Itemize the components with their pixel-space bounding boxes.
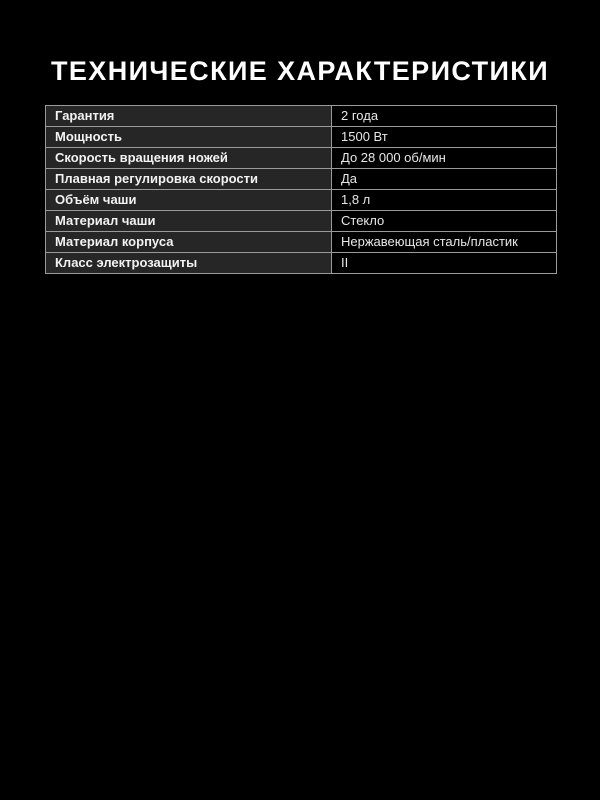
spec-value: Стекло [332,211,557,232]
table-row [46,148,557,169]
spec-label: Мощность [46,127,332,148]
spec-label: Материал корпуса [46,232,332,253]
page-title: ТЕХНИЧЕСКИЕ ХАРАКТЕРИСТИКИ [50,56,549,86]
spec-value: II [332,253,557,274]
table-row [46,253,557,274]
spec-label: Плавная регулировка скорости [46,169,332,190]
spec-value: 2 года [332,106,557,127]
table-row [46,190,557,211]
table-row [46,211,557,232]
table-row [46,232,557,253]
spec-value: Нержавеющая сталь/пластик [332,232,557,253]
table-row [46,127,557,148]
spec-label: Гарантия [46,106,332,127]
table-row [46,169,557,190]
spec-value: 1,8 л [332,190,557,211]
table-row [46,106,557,127]
spec-label: Класс электрозащиты [46,253,332,274]
specs-table [45,105,557,274]
spec-value: 1500 Вт [332,127,557,148]
spec-value: Да [332,169,557,190]
spec-label: Материал чаши [46,211,332,232]
spec-label: Скорость вращения ножей [46,148,332,169]
spec-label: Объём чаши [46,190,332,211]
spec-value: До 28 000 об/мин [332,148,557,169]
